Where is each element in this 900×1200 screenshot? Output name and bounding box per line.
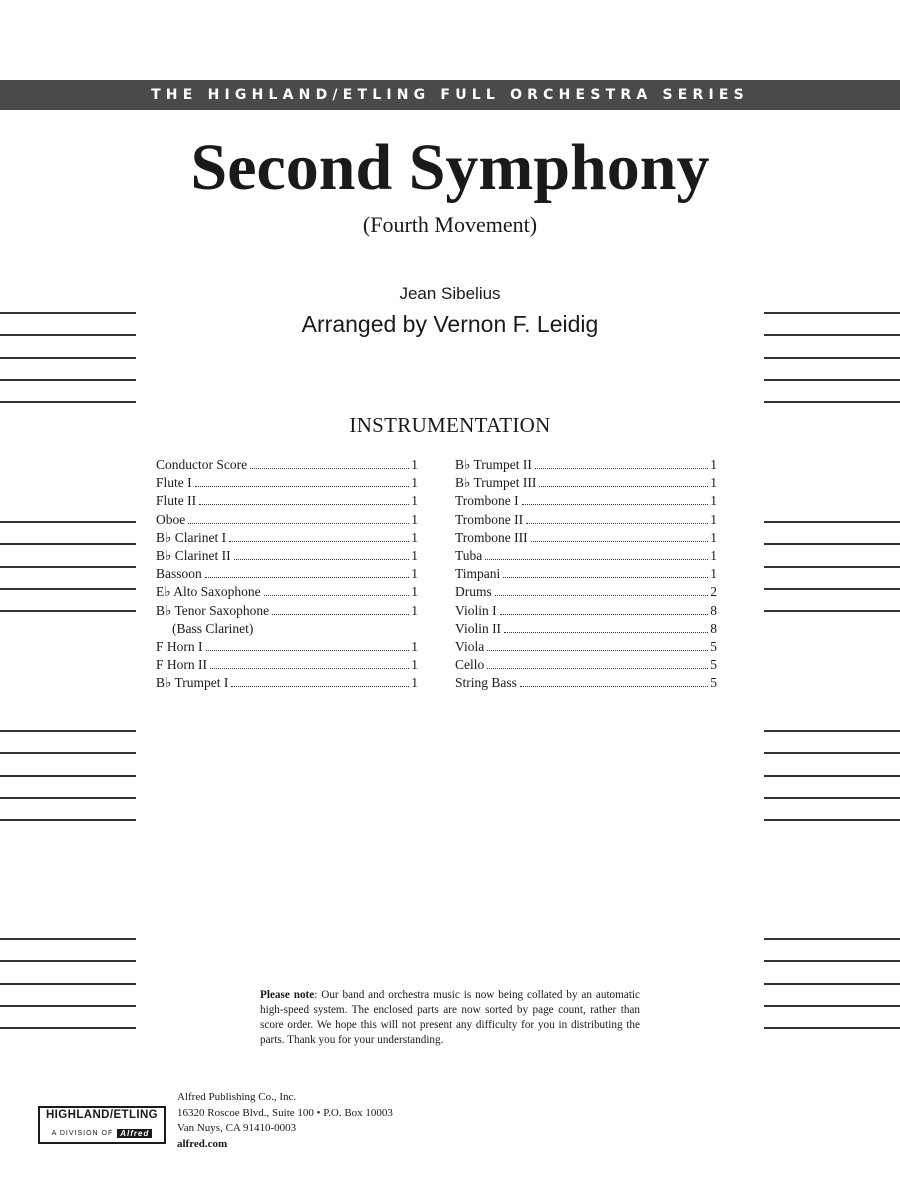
instrument-row [455, 456, 717, 474]
page-subtitle: (Fourth Movement) [362, 212, 538, 237]
staff-lines-decoration [764, 521, 900, 632]
page-title: Second Symphony [190, 131, 710, 204]
instrument-count: 1 [411, 511, 418, 527]
instrument-name: Timpani [455, 566, 501, 582]
instrument-name: Trombone I [455, 493, 519, 509]
instrument-name: Cello [455, 657, 485, 673]
leader-dots [531, 541, 709, 542]
note-text: : Our band and orchestra music is now being collated by an automatic high-speed system. The enclosed parts are now sorted by page count, rather than score order. We hope this will not present any difficulty for you in distributing the parts. Thank you for your understanding. [260, 989, 641, 1046]
instrument-count: 8 [710, 620, 717, 636]
staff-lines-decoration [0, 938, 136, 1049]
instrument-name: Bassoon [156, 566, 202, 582]
instrument-count: 1 [710, 547, 717, 563]
instrument-count: 1 [710, 529, 717, 545]
leader-dots [504, 632, 708, 633]
leader-dots [210, 668, 409, 669]
instrument-row [455, 511, 717, 529]
instrument-name: (Bass Clarinet) [172, 620, 254, 636]
instrument-name: F Horn I [156, 638, 203, 654]
instrument-row [455, 547, 717, 565]
leader-dots [520, 686, 708, 687]
leader-dots [495, 595, 709, 596]
instrument-name: Violin II [455, 620, 502, 636]
publisher-address-line1: 16320 Roscoe Blvd., Suite 100 • P.O. Box 10003 [177, 1106, 393, 1119]
leader-dots [234, 559, 410, 560]
leader-dots [188, 523, 409, 524]
leader-dots [487, 668, 708, 669]
leader-dots [250, 468, 409, 469]
instrument-row [156, 511, 418, 529]
instrument-row [156, 656, 418, 674]
instrument-count: 1 [710, 475, 717, 491]
instrument-row [156, 583, 418, 601]
instrument-count: 1 [411, 566, 418, 582]
leader-dots [264, 595, 410, 596]
publisher-name: Alfred Publishing Co., Inc. [177, 1091, 297, 1103]
instrument-name: Flute I [156, 475, 192, 491]
instrument-count: 1 [411, 547, 418, 563]
instrument-count: 5 [710, 638, 717, 654]
staff-lines-decoration [0, 521, 136, 632]
instrument-count: 2 [710, 584, 717, 600]
instrument-row [455, 638, 717, 656]
instrument-name: B♭ Tenor Saxophone [156, 602, 270, 618]
instrument-row [455, 565, 717, 583]
instrument-count: 5 [710, 675, 717, 691]
instrument-count: 1 [710, 493, 717, 509]
staff-lines-decoration [764, 312, 900, 423]
instrumentation-list-left [156, 456, 418, 692]
instrument-row [156, 674, 418, 692]
staff-lines-decoration [0, 730, 136, 841]
leader-dots [487, 650, 708, 651]
instrument-name: F Horn II [156, 657, 207, 673]
instrument-row [455, 656, 717, 674]
instrument-name: Tuba [455, 547, 483, 563]
instrument-count: 1 [411, 638, 418, 654]
series-title: THE HIGHLAND/ETLING FULL ORCHESTRA SERIES [151, 87, 749, 103]
instrument-name: B♭ Clarinet I [156, 529, 227, 545]
instrument-row [156, 474, 418, 492]
instrument-name: Violin I [455, 602, 497, 618]
leader-dots [199, 504, 409, 505]
instrument-row [455, 583, 717, 601]
instrument-row [156, 492, 418, 510]
instrument-count: 5 [710, 657, 717, 673]
alfred-mark: Alfred [117, 1129, 152, 1138]
instrument-row [455, 674, 717, 692]
leader-dots [485, 559, 708, 560]
composer-name: Jean Sibelius [399, 284, 501, 303]
instrument-row [156, 620, 418, 638]
leader-dots [500, 614, 709, 615]
instrument-name: Trombone III [455, 529, 528, 545]
leader-dots [535, 468, 708, 469]
instrumentation-heading: INSTRUMENTATION [349, 413, 551, 437]
leader-dots [503, 577, 708, 578]
instrument-name: B♭ Clarinet II [156, 547, 231, 563]
arranger-credit: Arranged by Vernon F. Leidig [301, 311, 599, 337]
instrument-count: 1 [411, 457, 418, 472]
publisher-info [177, 1090, 393, 1152]
instrument-name: B♭ Trumpet III [455, 475, 537, 491]
instrument-row [455, 474, 717, 492]
instrument-name: Conductor Score [156, 457, 248, 472]
instrument-row [156, 456, 418, 474]
instrument-count: 1 [710, 457, 717, 472]
instrument-name: Viola [455, 638, 485, 654]
instrument-count: 8 [710, 602, 717, 618]
publisher-address-line2: Van Nuys, CA 91410-0003 [177, 1122, 297, 1134]
instrument-name: B♭ Trumpet I [156, 675, 229, 691]
note-label: Please note [260, 989, 315, 1001]
instrument-row [156, 529, 418, 547]
leader-dots [231, 686, 409, 687]
leader-dots [206, 650, 410, 651]
publisher-website: alfred.com [177, 1137, 228, 1150]
instrument-count: 1 [411, 584, 418, 600]
instrument-row [156, 638, 418, 656]
leader-dots [522, 504, 709, 505]
staff-lines-decoration [764, 730, 900, 841]
leader-dots [229, 541, 409, 542]
instrument-count: 1 [411, 529, 418, 545]
instrument-name: E♭ Alto Saxophone [156, 584, 261, 600]
instrument-count: 1 [411, 657, 418, 673]
instrument-count: 1 [710, 511, 717, 527]
collation-note [260, 988, 640, 1048]
instrument-row [455, 620, 717, 638]
instrument-row [455, 602, 717, 620]
series-banner [0, 80, 900, 110]
staff-lines-decoration [764, 938, 900, 1049]
instrument-name: String Bass [455, 675, 517, 691]
instrument-row [156, 602, 418, 620]
instrument-name: Drums [455, 584, 492, 600]
logo-line1: HIGHLAND/ETLING [45, 1109, 159, 1121]
instrument-row [455, 529, 717, 547]
instrument-count: 1 [411, 475, 418, 491]
leader-dots [205, 577, 409, 578]
leader-dots [272, 614, 409, 615]
instrument-name: B♭ Trumpet II [455, 457, 532, 472]
instrument-row [455, 492, 717, 510]
instrument-count: 1 [710, 566, 717, 582]
highland-etling-logo [38, 1106, 166, 1144]
logo-line2: A DIVISION OF [51, 1129, 114, 1137]
instrument-row [156, 547, 418, 565]
instrument-count: 1 [411, 602, 418, 618]
instrument-name: Trombone II [455, 511, 524, 527]
leader-dots [526, 523, 708, 524]
instrument-name: Flute II [156, 493, 197, 509]
instrument-count: 1 [411, 493, 418, 509]
instrument-name: Oboe [156, 511, 186, 527]
instrument-row [156, 565, 418, 583]
instrument-count: 1 [411, 675, 418, 691]
leader-dots [539, 486, 708, 487]
leader-dots [195, 486, 410, 487]
staff-lines-decoration [0, 312, 136, 423]
instrumentation-list-right [455, 456, 717, 692]
